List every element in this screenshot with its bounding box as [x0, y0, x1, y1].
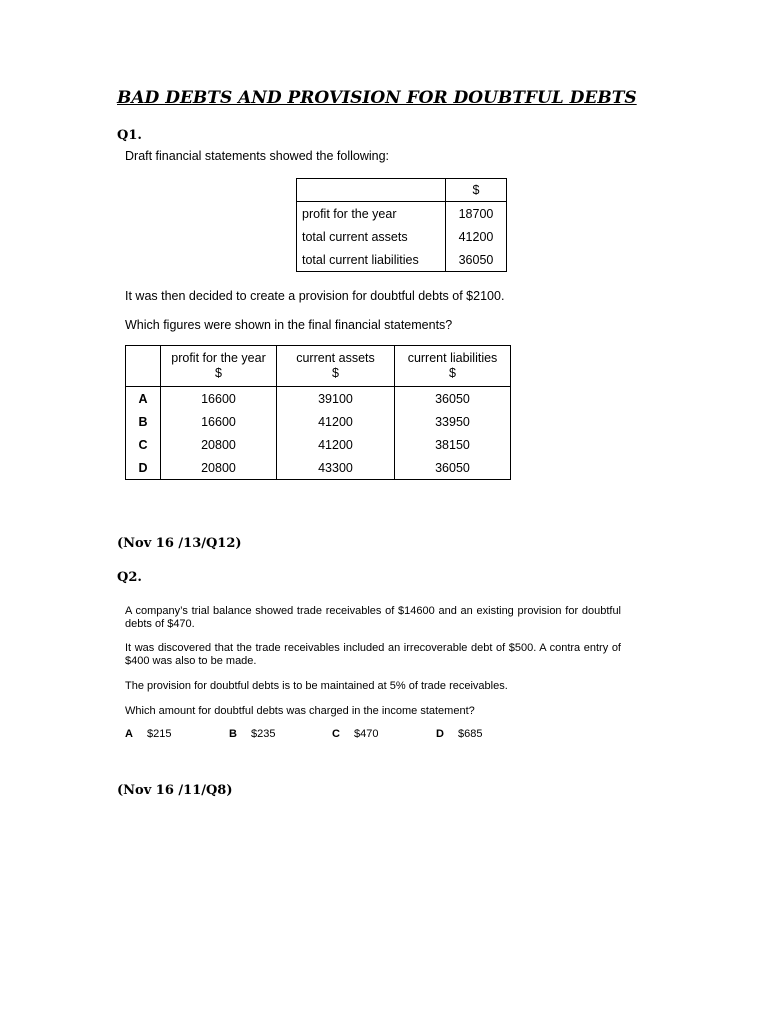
- answer-options-table: [125, 345, 511, 480]
- table-header-cell: profit for the year $: [161, 346, 277, 387]
- question-1-intro: Draft financial statements showed the following:: [125, 149, 390, 163]
- table-header-cell: current assets $: [277, 346, 395, 387]
- table-cell: profit for the year: [297, 202, 446, 226]
- table-cell: total current liabilities: [297, 248, 446, 272]
- table-cell: 36050: [446, 248, 507, 272]
- question-1-source: (Nov 16 /13/Q12): [117, 536, 242, 551]
- question-2-label: Q2.: [117, 570, 142, 585]
- table-cell: 20800: [161, 456, 277, 480]
- table-cell: 16600: [161, 410, 277, 433]
- option-letter: C: [126, 433, 161, 456]
- table-cell: 41200: [277, 410, 395, 433]
- table-row: [126, 410, 511, 433]
- question-1-question: Which figures were shown in the final financial statements?: [125, 318, 453, 332]
- option-letter: D: [126, 456, 161, 480]
- question-2-paragraph-3: The provision for doubtful debts is to be maintained at 5% of trade receivables.: [125, 680, 508, 692]
- table-header-cell: $: [446, 179, 507, 202]
- table-row: [126, 456, 511, 480]
- option-b: B $235: [229, 728, 276, 740]
- table-cell: 39100: [277, 387, 395, 411]
- question-2-source: (Nov 16 /11/Q8): [117, 783, 233, 798]
- question-1-label: Q1.: [117, 128, 142, 143]
- table-header-cell: current liabilities $: [395, 346, 511, 387]
- question-1-statement: It was then decided to create a provision for doubtful debts of $2100.: [125, 289, 505, 303]
- table-row: [297, 202, 507, 226]
- table-cell: 36050: [395, 387, 511, 411]
- table-cell: 41200: [277, 433, 395, 456]
- option-d: D $685: [436, 728, 483, 740]
- page-title: BAD DEBTS AND PROVISION FOR DOUBTFUL DEBTS: [117, 88, 637, 108]
- table-cell: total current assets: [297, 225, 446, 248]
- table-header-cell: [297, 179, 446, 202]
- table-header-cell: [126, 346, 161, 387]
- option-letter: A: [126, 387, 161, 411]
- table-row: [126, 387, 511, 411]
- table-row: [126, 433, 511, 456]
- option-c: C $470: [332, 728, 379, 740]
- option-letter: B: [126, 410, 161, 433]
- table-cell: 18700: [446, 202, 507, 226]
- table-row: [297, 225, 507, 248]
- question-2-paragraph-2: It was discovered that the trade receivables included an irrecoverable debt of $500. A contra entry of $400 was also to be made.: [125, 642, 621, 667]
- table-cell: 41200: [446, 225, 507, 248]
- table-cell: 36050: [395, 456, 511, 480]
- table-cell: 33950: [395, 410, 511, 433]
- draft-figures-table: [296, 178, 507, 272]
- table-header-row: [126, 346, 511, 387]
- table-row: [297, 248, 507, 272]
- question-2-question: Which amount for doubtful debts was charged in the income statement?: [125, 705, 475, 717]
- table-cell: 20800: [161, 433, 277, 456]
- table-header-row: [297, 179, 507, 202]
- table-cell: 16600: [161, 387, 277, 411]
- question-2-paragraph-1: A company’s trial balance showed trade receivables of $14600 and an existing provision for doubtful debts of $470.: [125, 605, 621, 630]
- table-cell: 43300: [277, 456, 395, 480]
- table-cell: 38150: [395, 433, 511, 456]
- option-a: A $215: [125, 728, 172, 740]
